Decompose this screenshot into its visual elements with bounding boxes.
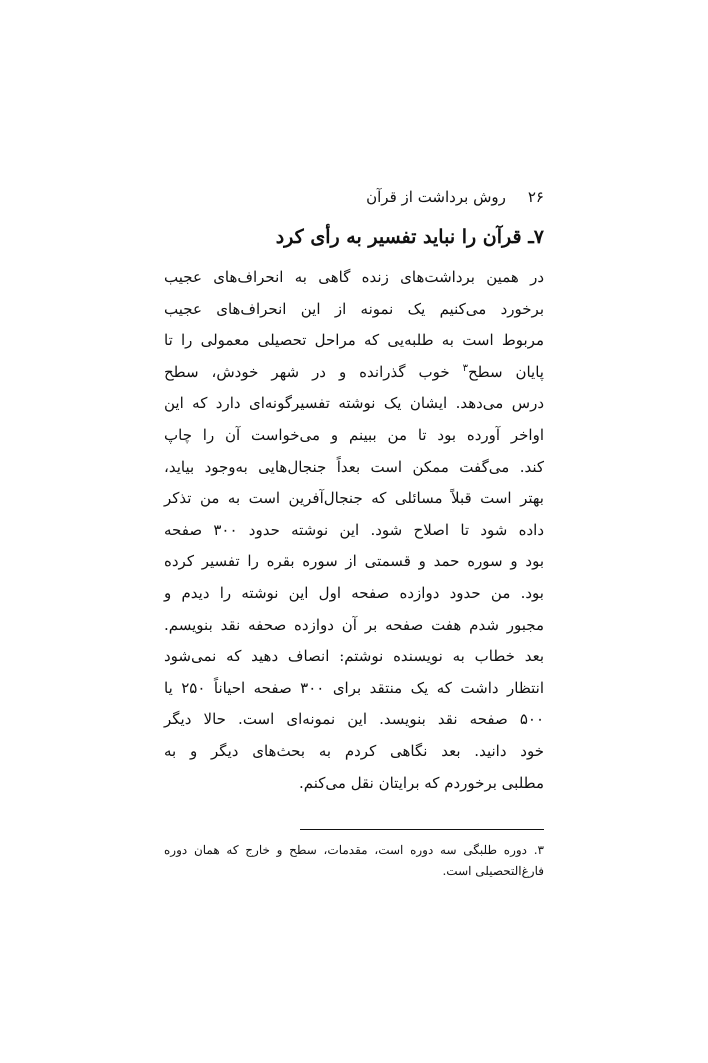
body-line: خود دانید. بعد نگاهی کردم به بحث‌های دیگر و به bbox=[164, 741, 544, 760]
body-line: انتظار داشت که یک منتقد برای ۳۰۰ صفحه احیاناً ۲۵۰ یا bbox=[164, 678, 545, 697]
body-line: درس می‌دهد. ایشان یک نوشته تفسیرگونه‌ای دارد که این bbox=[164, 394, 544, 413]
body-line: کند. می‌گفت ممکن است بعداً جنجال‌هایی به‌وجود بیاید، bbox=[164, 457, 544, 476]
body-line: اواخر آورده بود تا من ببینم و می‌خواست آن را چاپ bbox=[164, 425, 544, 444]
body-line: داده شود تا اصلاح شود. این نوشته حدود ۳۰۰ صفحه bbox=[164, 520, 544, 539]
footnote-line: ۳. دوره طلبگی سه دوره است، مقدمات، سطح و خارج که همان دوره bbox=[164, 843, 544, 857]
footnote-line: فارغ‌التحصیلی است. bbox=[442, 864, 544, 878]
footnote-divider bbox=[300, 829, 544, 830]
body-line: بود. من حدود دوازده صفحه اول این نوشته را دیدم و bbox=[164, 583, 544, 602]
page-number: ۲۶ bbox=[527, 188, 544, 206]
body-text bbox=[164, 262, 544, 799]
body-line: مطلبی برخوردم که برایتان نقل می‌کنم. bbox=[298, 773, 544, 792]
running-title: روش برداشت از قرآن bbox=[366, 188, 506, 206]
body-line: برخورد می‌کنیم یک نمونه از این انحراف‌های عجیب bbox=[164, 299, 544, 318]
section-heading: ۷ـ قرآن را نباید تفسیر به رأی کرد bbox=[275, 226, 544, 248]
footnote bbox=[164, 840, 544, 882]
body-line: ۵۰۰ صفحه نقد بنویسد. این نمونه‌ای است. حالا دیگر bbox=[164, 710, 544, 729]
body-line-segment: پایان سطح bbox=[467, 362, 544, 381]
body-line: بود و سوره حمد و قسمتی از سوره بقره را تفسیر کرده bbox=[164, 552, 544, 571]
body-line: بهتر است قبلاً مسائلی که جنجال‌آفرین است به من تذکر bbox=[164, 489, 544, 508]
body-line: بعد خطاب به نویسنده نوشتم: انصاف دهید که نمی‌شود bbox=[164, 647, 544, 666]
footnote-reference[interactable]: ۳ bbox=[462, 362, 468, 374]
body-line: مجبور شدم هفت صفحه بر آن دوازده صحفه نقد بنویسم. bbox=[164, 615, 544, 634]
running-header bbox=[164, 186, 544, 208]
body-line: مربوط است به طلبه‌یی که مراحل تحصیلی معمولی را تا bbox=[164, 331, 544, 350]
body-line-segment: خوب گذرانده و در شهر خودش، سطح bbox=[164, 362, 450, 381]
body-line: در همین برداشت‌های زنده گاهی به انحراف‌های عجیب bbox=[164, 268, 544, 286]
body-line-with-footnote bbox=[164, 357, 544, 389]
